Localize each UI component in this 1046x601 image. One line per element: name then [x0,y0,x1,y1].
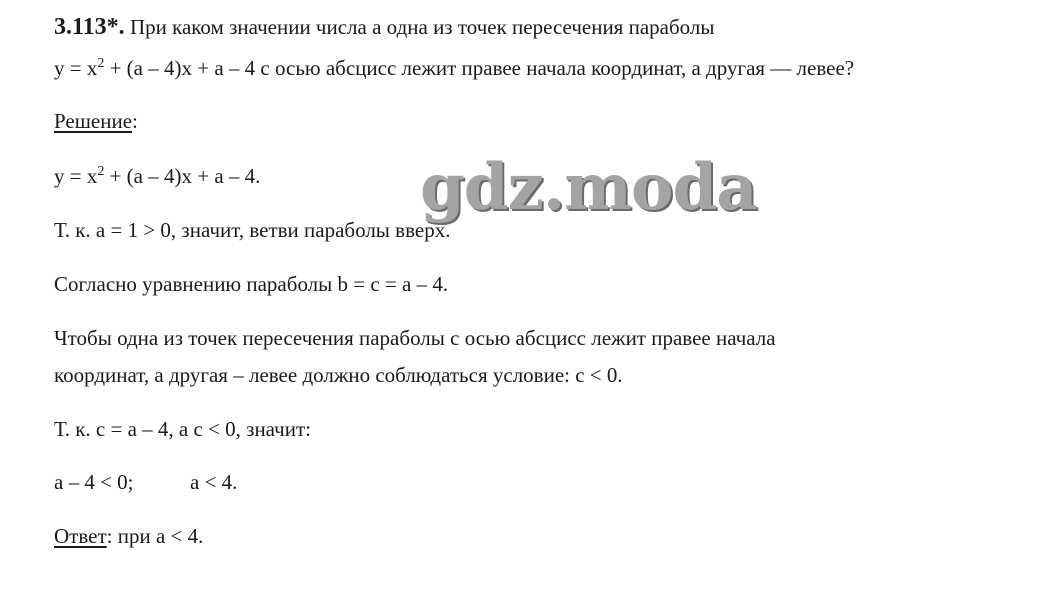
answer-text: : при a < 4. [106,524,204,548]
solution-coefficients-line: Согласно уравнению параболы b = c = a – 4. [54,272,449,296]
solution-condition-line-1: Чтобы одна из точек пересечения параболы с осью абсцисс лежит правее начала [54,326,776,350]
problem-text: При каком значении числа a одна из точек пересечения параболы [129,15,715,39]
solution-heading [54,108,138,134]
solution-heading-colon: : [132,109,138,133]
equation-start: y = x [54,164,98,188]
solution-since-line: Т. к. c = a – 4, a c < 0, значит: [54,417,311,441]
problem-line-1 [54,14,714,40]
equation-rest: + (a – 4)x + a – 4. [104,164,261,188]
inequality-2: a < 4. [190,470,238,494]
answer [54,523,203,549]
solution-inequality-line [54,469,237,495]
problem-number: 3.113*. [54,14,125,40]
solution-equation [54,163,260,189]
exponent: 2 [97,56,105,71]
inequality-1: a – 4 < 0; [54,470,134,494]
equation-start: y = x [54,56,98,80]
solution-condition-line-2: координат, а другая – левее должно соблюдаться условие: c < 0. [54,363,623,387]
watermark-logo: gdz.moda [420,150,757,225]
exponent: 2 [97,164,105,179]
solution-heading-label: Решение [54,109,133,133]
equation-rest: + (a – 4)x + a – 4 с осью абсцисс лежит правее начала координат, а другая — левее? [104,56,855,80]
solution-branches-line: Т. к. a = 1 > 0, значит, ветви параболы вверх. [54,218,451,242]
answer-label: Ответ [54,524,107,548]
problem-line-2 [54,55,854,81]
